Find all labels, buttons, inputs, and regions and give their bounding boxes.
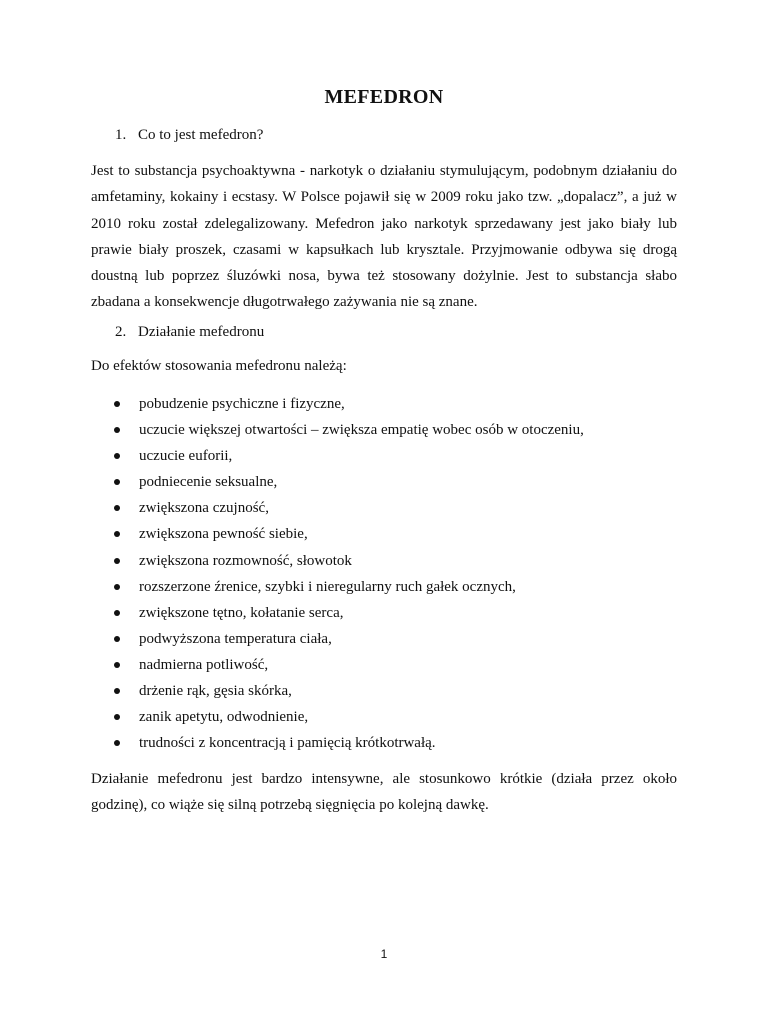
bullet-icon [114,401,120,407]
bullet-icon [114,636,120,642]
list-item: rozszerzone źrenice, szybki i nieregularny ruch gałek ocznych, [113,574,584,600]
bullet-icon [114,662,120,668]
list-item: uczucie większej otwartości – zwiększa empatię wobec osób w otoczeniu, [113,417,584,443]
bullet-icon [114,688,120,694]
list-item: uczucie euforii, [113,443,584,469]
bullet-icon [114,453,120,459]
list-item: podniecenie seksualne, [113,469,584,495]
list-item: zwiększona czujność, [113,495,584,521]
bullet-icon [114,427,120,433]
list-item: pobudzenie psychiczne i fizyczne, [113,391,584,417]
bullet-icon [114,479,120,485]
list-item: podwyższona temperatura ciała, [113,626,584,652]
bullet-icon [114,505,120,511]
paragraph-definition: Jest to substancja psychoaktywna - narkotyk o działaniu stymulującym, podobnym działaniu do amfetaminy, kokainy i ecstasy. W Polsce pojawił się w 2009 roku jako tzw. „dopalacz”, a już w 2010 roku został zdelegalizowany. Mefedron jako narkotyk sprzedawany jest jako biały lub prawie biały proszek, czasami w kapsułkach lub krysztale. Przyjmowanie odbywa się drogą doustną lub poprzez śluzówki nosa, bywa też stosowany dożylnie. Jest to substancja słabo zbadana a konsekwencje długotrwałego zażywania nie są znane. [91,163,677,311]
bullet-icon [114,714,120,720]
section-heading-1 [115,127,263,144]
bullet-icon [114,531,120,537]
page-title: MEFEDRON [324,86,444,108]
list-item: drżenie rąk, gęsia skórka, [113,678,584,704]
bullet-icon [114,558,120,564]
section-heading-text: Co to jest mefedron? [138,127,264,143]
list-item: nadmierna potliwość, [113,652,584,678]
list-item: zanik apetytu, odwodnienie, [113,704,584,730]
list-item: zwiększona pewność siebie, [113,521,584,547]
list-item: trudności z koncentracją i pamięcią krótkotrwałą. [113,730,584,756]
bullet-icon [114,740,120,746]
list-item: zwiększona rozmowność, słowotok [113,548,584,574]
section-number: 1. [115,127,127,143]
list-item: zwiększone tętno, kołatanie serca, [113,600,584,626]
page-number: 1 [380,947,388,961]
bullet-icon [114,584,120,590]
effects-intro: Do efektów stosowania mefedronu należą: [91,358,347,374]
paragraph-summary: Działanie mefedronu jest bardzo intensywne, ale stosunkowo krótkie (działa przez około godzinę), co wiąże się silną potrzebą sięgnięcia po kolejną dawkę. [91,771,677,814]
effects-list [113,391,584,756]
bullet-icon [114,610,120,616]
section-heading-text: Działanie mefedronu [138,324,265,340]
section-number: 2. [115,324,127,340]
section-heading-2 [115,324,264,341]
